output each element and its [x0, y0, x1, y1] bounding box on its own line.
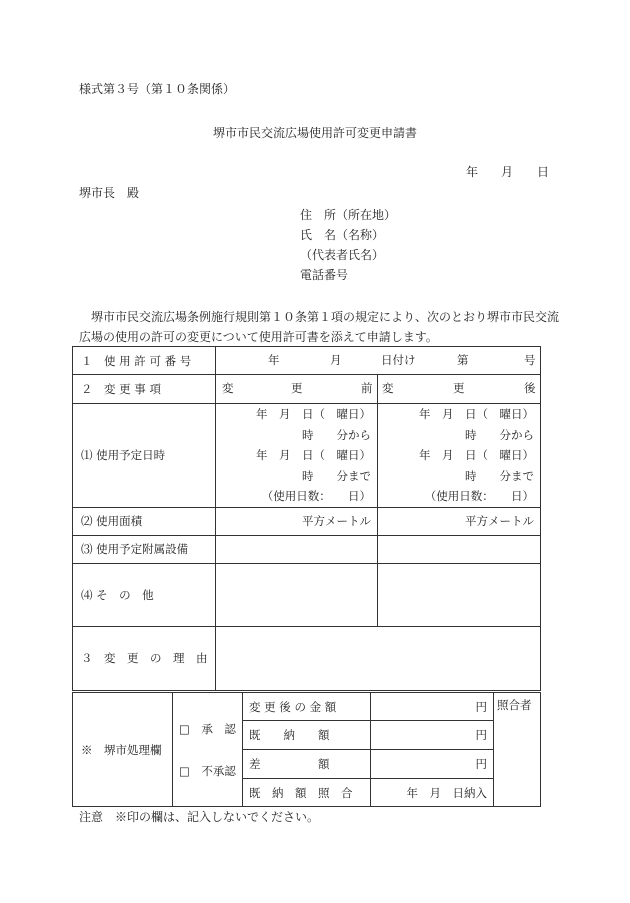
footer-note: 注意 ※印の欄は、記入しないでください。: [79, 810, 320, 824]
permit-number-value[interactable]: [216, 347, 541, 375]
use-datetime-before[interactable]: [216, 404, 378, 508]
other-before[interactable]: [216, 563, 378, 626]
application-table: [72, 346, 541, 691]
processing-table: [72, 692, 541, 807]
body-text-line2: 広場の使用の許可の変更について使用許可書を添えて申請します。: [79, 330, 438, 344]
checker-label: 照合者: [497, 698, 532, 712]
table-row: [73, 626, 541, 690]
amount-after-label: 変 更 後 の 金 額: [243, 693, 371, 721]
area-before[interactable]: 平方メートル: [216, 507, 378, 535]
dt-after-line1: 年 月 日（ 曜日）: [419, 407, 534, 421]
permit-go: 号: [524, 353, 536, 367]
amount-after-value[interactable]: 円: [371, 693, 494, 721]
dt-after-line2: 時 分から: [465, 427, 534, 442]
table-row: [73, 404, 541, 508]
after-change-header: [378, 375, 541, 404]
dt-before-line4: 時 分まで: [302, 468, 371, 483]
paid-date-value[interactable]: 年 月 日納入: [371, 779, 494, 807]
before-change-header: [216, 375, 378, 404]
dt-after-line5: （使用日数： 日）: [424, 489, 534, 503]
table-row: [73, 347, 541, 375]
body-text-line1: 堺市市民交流広場条例施行規則第１０条第１項の規定により、次のとおり堺市市民交流: [91, 310, 560, 324]
permit-year: 年: [268, 353, 280, 367]
form-number: 様式第３号（第１０条関係）: [79, 82, 236, 96]
approve-checkbox[interactable]: □ 承 認: [179, 721, 236, 736]
disapprove-checkbox[interactable]: □ 不承認: [179, 763, 236, 778]
already-paid-value[interactable]: 円: [371, 721, 494, 750]
before-char-2: 更: [291, 381, 303, 395]
area-after[interactable]: 平方メートル: [378, 507, 541, 535]
date-day: 日: [537, 165, 550, 179]
reason-label: ３ 変 更 の 理 由: [73, 626, 216, 690]
after-char-3: 後: [524, 381, 536, 395]
use-datetime-after[interactable]: [378, 404, 541, 508]
table-row: [73, 375, 541, 404]
table-row: [73, 507, 541, 535]
use-datetime-label: ⑴ 使用予定日時: [73, 404, 216, 508]
representative-label: （代表者氏名）: [300, 248, 385, 262]
processing-label: ※ 堺市処理欄: [73, 693, 173, 807]
table-row: [73, 535, 541, 563]
other-label: ⑷ そ の 他: [73, 563, 216, 626]
equipment-label: ⑶ 使用予定附属設備: [73, 535, 216, 563]
difference-value[interactable]: 円: [371, 750, 494, 779]
other-after[interactable]: [378, 563, 541, 626]
already-paid-label: 既 納 額: [243, 721, 371, 750]
equipment-after[interactable]: [378, 535, 541, 563]
addressee: 堺市長 殿: [79, 186, 140, 200]
dt-before-line3: 年 月 日（ 曜日）: [256, 448, 371, 462]
approval-options: [173, 693, 243, 807]
difference-label: 差 額: [243, 750, 371, 779]
after-char-2: 更: [453, 381, 465, 395]
equipment-before[interactable]: [216, 535, 378, 563]
checker-cell[interactable]: [494, 693, 541, 807]
before-char-3: 前: [361, 381, 373, 395]
change-items-label: ２ 変 更 事 項: [73, 375, 216, 404]
reason-field[interactable]: [216, 626, 541, 690]
permit-dai: 第: [457, 353, 469, 367]
dt-after-line4: 時 分まで: [465, 468, 534, 483]
dt-before-line1: 年 月 日（ 曜日）: [256, 407, 371, 421]
paid-check-label: 既 納 額 照 合: [243, 779, 371, 807]
page-title: 堺市市民交流広場使用許可変更申請書: [213, 126, 418, 140]
address-label: 住 所（所在地）: [300, 208, 397, 222]
permit-date-suffix: 日付け: [381, 353, 416, 367]
area-label: ⑵ 使用面積: [73, 507, 216, 535]
dt-before-line2: 時 分から: [302, 427, 371, 442]
date-month: 月: [501, 165, 514, 179]
after-char-1: 変: [382, 381, 394, 395]
dt-after-line3: 年 月 日（ 曜日）: [419, 448, 534, 462]
before-char-1: 変: [222, 381, 234, 395]
name-label: 氏 名（名称）: [300, 228, 385, 242]
permit-number-label: １ 使 用 許 可 番 号: [73, 347, 216, 375]
date-year: 年: [466, 165, 479, 179]
phone-label: 電話番号: [300, 268, 349, 282]
permit-month: 月: [330, 353, 342, 367]
table-row: [73, 563, 541, 626]
dt-before-line5: （使用日数： 日）: [261, 489, 371, 503]
